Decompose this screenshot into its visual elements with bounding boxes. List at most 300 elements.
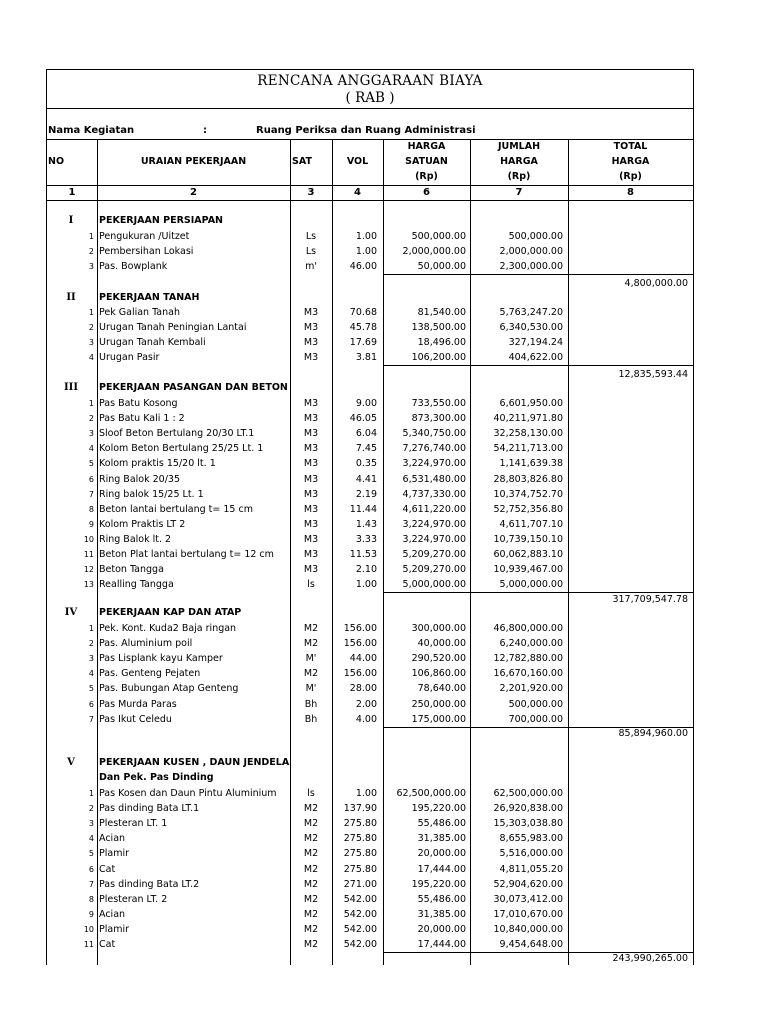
item-number: 13 [83, 580, 94, 589]
item-amount: 2,300,000.00 [499, 261, 563, 272]
table-row [47, 441, 693, 456]
document-title: RENCANA ANGGARAAN BIAYA [257, 73, 483, 89]
item-description: Pas Batu Kosong [99, 398, 178, 409]
item-volume: 7.45 [355, 443, 377, 454]
item-description: Acian [99, 909, 126, 920]
table-row [47, 487, 693, 502]
table-row [47, 502, 693, 517]
item-number: 3 [88, 429, 94, 438]
table-row [47, 681, 693, 696]
item-description: Pas Murda Paras [99, 699, 177, 710]
item-unit: M3 [303, 322, 319, 333]
item-volume: 275.80 [343, 864, 377, 875]
item-volume: 1.43 [355, 519, 377, 530]
item-number: 6 [88, 700, 94, 709]
item-amount: 16,670,160.00 [493, 668, 563, 679]
item-unit-price: 175,000.00 [411, 714, 466, 725]
item-amount: 10,374,752.70 [493, 489, 563, 500]
item-description: Pas. Bubungan Atap Genteng [99, 683, 239, 694]
item-unit-price: 5,209,270.00 [402, 549, 466, 560]
table-row [47, 862, 693, 877]
title-divider [47, 108, 693, 109]
table-row [47, 831, 693, 846]
item-unit: M2 [303, 879, 319, 890]
item-unit-price: 40,000.00 [417, 638, 466, 649]
table-row [47, 532, 693, 547]
item-unit: M3 [303, 534, 319, 545]
table-row [47, 712, 693, 727]
item-number: 10 [83, 925, 94, 934]
item-unit-price: 55,486.00 [417, 894, 466, 905]
item-volume: 156.00 [343, 623, 377, 634]
item-description: Acian [99, 833, 126, 844]
table-row [47, 517, 693, 532]
item-number: 2 [88, 323, 94, 332]
item-unit: M2 [303, 864, 319, 875]
item-unit: Ls [305, 231, 317, 242]
item-volume: 1.00 [355, 246, 377, 257]
section-roman-numeral: V [67, 757, 75, 768]
item-unit-price: 5,340,750.00 [402, 428, 466, 439]
table-row [47, 801, 693, 816]
item-description: Ring Balok lt. 2 [99, 534, 172, 545]
colnum-7: 7 [515, 187, 523, 198]
item-volume: 542.00 [343, 894, 377, 905]
item-amount: 30,073,412.00 [493, 894, 563, 905]
item-number: 6 [88, 475, 94, 484]
item-unit-price: 3,224,970.00 [402, 458, 466, 469]
item-volume: 275.80 [343, 848, 377, 859]
table-row [47, 472, 693, 487]
table-row [47, 426, 693, 441]
item-amount: 327,194.24 [508, 337, 563, 348]
item-unit: M2 [303, 909, 319, 920]
item-unit-price: 78,640.00 [417, 683, 466, 694]
table-row [47, 937, 693, 952]
item-amount: 10,739,150.10 [493, 534, 563, 545]
item-volume: 0.35 [355, 458, 377, 469]
item-volume: 156.00 [343, 638, 377, 649]
item-description: Pembersihan Lokasi [99, 246, 194, 257]
item-unit: M3 [303, 413, 319, 424]
item-description: Pas Lisplank kayu Kamper [99, 653, 223, 664]
item-number: 2 [88, 804, 94, 813]
item-unit: Bh [304, 714, 318, 725]
item-amount: 6,240,000.00 [499, 638, 563, 649]
item-amount: 2,201,920.00 [499, 683, 563, 694]
item-unit-price: 3,224,970.00 [402, 519, 466, 530]
item-unit: m' [305, 261, 317, 272]
item-unit: M2 [303, 924, 319, 935]
item-unit-price: 250,000.00 [411, 699, 466, 710]
item-unit: M2 [303, 848, 319, 859]
section-roman-numeral: II [66, 292, 76, 303]
kegiatan-label: Nama Kegiatan [48, 125, 135, 136]
section-subtitle: Dan Pek. Pas Dinding [99, 772, 214, 783]
item-unit: M3 [303, 458, 319, 469]
item-number: 10 [83, 535, 94, 544]
item-number: 7 [88, 715, 94, 724]
table-row [47, 456, 693, 471]
item-unit-price: 4,737,330.00 [402, 489, 466, 500]
item-number: 2 [88, 414, 94, 423]
table-row [47, 786, 693, 801]
kegiatan-value: Ruang Periksa dan Ruang Administrasi [256, 125, 476, 136]
colnum-4: 4 [354, 187, 361, 198]
item-volume: 3.33 [355, 534, 377, 545]
item-number: 3 [88, 262, 94, 271]
header-harga-satuan: HARGA SATUAN (Rp) [405, 141, 448, 182]
item-amount: 40,211,971.80 [493, 413, 563, 424]
item-number: 11 [83, 550, 94, 559]
item-number: 5 [88, 684, 94, 693]
colnum-bottom-line [47, 200, 693, 201]
table-row [47, 666, 693, 681]
table-row [47, 259, 693, 274]
item-unit-price: 138,500.00 [411, 322, 466, 333]
header-uraian: URAIAN PEKERJAAN [140, 156, 247, 167]
item-amount: 17,010,670.00 [493, 909, 563, 920]
item-volume: 271.00 [343, 879, 377, 890]
item-volume: 46.00 [349, 261, 377, 272]
item-unit: ls [307, 788, 315, 799]
item-unit: M3 [303, 398, 319, 409]
item-volume: 1.00 [355, 579, 377, 590]
item-unit-price: 7,276,740.00 [402, 443, 466, 454]
table-row [47, 697, 693, 712]
item-volume: 9.00 [355, 398, 377, 409]
kegiatan-colon: : [203, 125, 207, 136]
item-unit: M3 [303, 504, 319, 515]
section-header-row [47, 213, 693, 228]
item-description: Pas. Aluminium poil [99, 638, 193, 649]
section-header-row [47, 605, 693, 620]
header-vol: VOL [346, 156, 369, 167]
section-total: 317,709,547.78 [612, 594, 688, 605]
table-row [47, 651, 693, 666]
section-title: PEKERJAAN KUSEN , DAUN JENDELA [99, 757, 290, 768]
table-row [47, 396, 693, 411]
item-description: Ring Balok 20/35 [99, 474, 181, 485]
item-description: Sloof Beton Bertulang 20/30 LT.1 [99, 428, 255, 439]
item-number: 7 [88, 880, 94, 889]
item-unit: M3 [303, 474, 319, 485]
section-total-row [47, 726, 693, 741]
item-unit: M3 [303, 352, 319, 363]
item-amount: 52,904,620.00 [493, 879, 563, 890]
item-amount: 4,611,707.10 [499, 519, 563, 530]
colnum-8: 8 [627, 187, 634, 198]
item-description: Ring balok 15/25 Lt. 1 [99, 489, 204, 500]
item-description: Pas dinding Bata LT.1 [99, 803, 200, 814]
item-number: 9 [88, 910, 94, 919]
item-number: 1 [88, 232, 94, 241]
item-unit: M3 [303, 549, 319, 560]
item-amount: 2,000,000.00 [499, 246, 563, 257]
item-unit-price: 17,444.00 [417, 864, 466, 875]
item-description: Urugan Tanah Kembali [99, 337, 206, 348]
item-unit-price: 50,000.00 [417, 261, 466, 272]
item-number: 9 [88, 520, 94, 529]
colnum-2: 2 [190, 187, 197, 198]
item-volume: 542.00 [343, 939, 377, 950]
item-unit-price: 18,496.00 [417, 337, 466, 348]
item-amount: 10,840,000.00 [493, 924, 563, 935]
item-unit-price: 5,000,000.00 [402, 579, 466, 590]
table-row [47, 350, 693, 365]
item-volume: 1.00 [355, 231, 377, 242]
section-total-row [47, 951, 693, 966]
section-header-row [47, 290, 693, 305]
item-amount: 500,000.00 [508, 231, 563, 242]
item-unit-price: 17,444.00 [417, 939, 466, 950]
item-number: 5 [88, 459, 94, 468]
item-number: 3 [88, 819, 94, 828]
item-amount: 28,803,826.80 [493, 474, 563, 485]
item-description: Pas Ikut Celedu [99, 714, 172, 725]
item-unit-price: 290,520.00 [411, 653, 466, 664]
item-unit-price: 4,611,220.00 [402, 504, 466, 515]
item-number: 4 [88, 353, 94, 362]
item-unit: M2 [303, 623, 319, 634]
item-number: 1 [88, 308, 94, 317]
item-number: 7 [88, 490, 94, 499]
item-volume: 2.10 [355, 564, 377, 575]
item-unit: M3 [303, 564, 319, 575]
rab-sheet [46, 69, 694, 965]
item-amount: 12,782,880.00 [493, 653, 563, 664]
table-row [47, 922, 693, 937]
item-amount: 5,516,000.00 [499, 848, 563, 859]
item-unit-price: 81,540.00 [417, 307, 466, 318]
item-amount: 8,655,983.00 [499, 833, 563, 844]
item-unit-price: 31,385.00 [417, 909, 466, 920]
item-volume: 17.69 [349, 337, 377, 348]
item-unit: M3 [303, 519, 319, 530]
header-sat: SAT [292, 156, 312, 167]
item-unit-price: 300,000.00 [411, 623, 466, 634]
document-subtitle: ( RAB ) [345, 90, 395, 106]
item-volume: 4.00 [355, 714, 377, 725]
item-unit: M2 [303, 833, 319, 844]
table-row [47, 320, 693, 335]
item-number: 11 [83, 940, 94, 949]
item-description: Realling Tangga [99, 579, 174, 590]
item-volume: 2.19 [355, 489, 377, 500]
item-volume: 46.05 [349, 413, 377, 424]
item-volume: 542.00 [343, 909, 377, 920]
item-number: 1 [88, 399, 94, 408]
item-amount: 60,062,883.10 [493, 549, 563, 560]
item-description: Cat [99, 864, 116, 875]
item-unit-price: 106,860.00 [411, 668, 466, 679]
item-amount: 15,303,038.80 [493, 818, 563, 829]
item-unit: M2 [303, 818, 319, 829]
section-title: PEKERJAAN PASANGAN DAN BETON [99, 382, 288, 393]
item-volume: 6.04 [355, 428, 377, 439]
item-amount: 5,000,000.00 [499, 579, 563, 590]
item-amount: 46,800,000.00 [493, 623, 563, 634]
table-row [47, 877, 693, 892]
item-amount: 52,752,356.80 [493, 504, 563, 515]
item-amount: 54,211,713.00 [493, 443, 563, 454]
section-title: PEKERJAAN KAP DAN ATAP [99, 607, 242, 618]
section-total: 243,990,265.00 [612, 953, 688, 964]
item-amount: 9,454,648.00 [499, 939, 563, 950]
item-unit-price: 733,550.00 [411, 398, 466, 409]
item-unit: M' [305, 683, 317, 694]
item-description: Pek Galian Tanah [99, 307, 180, 318]
table-row [47, 335, 693, 350]
item-amount: 4,811,055.20 [499, 864, 563, 875]
item-amount: 500,000.00 [508, 699, 563, 710]
item-unit: M3 [303, 337, 319, 348]
item-number: 4 [88, 834, 94, 843]
item-unit-price: 873,300.00 [411, 413, 466, 424]
item-amount: 32,258,130.00 [493, 428, 563, 439]
item-unit: ls [307, 579, 315, 590]
item-unit: M3 [303, 489, 319, 500]
table-row [47, 305, 693, 320]
item-number: 5 [88, 849, 94, 858]
item-volume: 45.78 [349, 322, 377, 333]
section-subtotal-line [383, 365, 693, 366]
item-number: 8 [88, 895, 94, 904]
item-volume: 275.80 [343, 833, 377, 844]
item-volume: 542.00 [343, 924, 377, 935]
item-unit: M3 [303, 307, 319, 318]
item-number: 1 [88, 624, 94, 633]
item-volume: 3.81 [355, 352, 377, 363]
item-unit: M2 [303, 939, 319, 950]
item-unit: M' [305, 653, 317, 664]
item-description: Pas Batu Kali 1 : 2 [99, 413, 185, 424]
item-unit: M2 [303, 894, 319, 905]
colnum-6: 6 [423, 187, 430, 198]
item-unit-price: 5,209,270.00 [402, 564, 466, 575]
section-header-row [47, 380, 693, 395]
item-volume: 156.00 [343, 668, 377, 679]
item-unit-price: 20,000.00 [417, 848, 466, 859]
table-row [47, 621, 693, 636]
item-number: 4 [88, 669, 94, 678]
item-description: Pengukuran /Uitzet [99, 231, 190, 242]
item-description: Plesteran LT. 1 [99, 818, 168, 829]
item-unit-price: 195,220.00 [411, 803, 466, 814]
item-description: Pas Kosen dan Daun Pintu Aluminium [99, 788, 277, 799]
item-amount: 5,763,247.20 [499, 307, 563, 318]
section-total-row [47, 276, 693, 291]
table-row [47, 229, 693, 244]
item-unit-price: 2,000,000.00 [402, 246, 466, 257]
item-unit: Ls [305, 246, 317, 257]
item-amount: 700,000.00 [508, 714, 563, 725]
item-number: 12 [83, 565, 94, 574]
item-description: Beton Plat lantai bertulang t= 12 cm [99, 549, 274, 560]
table-row [47, 636, 693, 651]
section-subtitle-row [47, 770, 693, 785]
item-amount: 6,340,530.00 [499, 322, 563, 333]
item-volume: 70.68 [349, 307, 377, 318]
table-row [47, 547, 693, 562]
item-unit-price: 62,500,000.00 [396, 788, 466, 799]
section-total: 4,800,000.00 [624, 278, 688, 289]
item-unit-price: 31,385.00 [417, 833, 466, 844]
item-unit: Bh [304, 699, 318, 710]
item-amount: 26,920,838.00 [493, 803, 563, 814]
item-description: Beton lantai bertulang t= 15 cm [99, 504, 253, 515]
item-amount: 6,601,950.00 [499, 398, 563, 409]
section-title: PEKERJAAN PERSIAPAN [99, 215, 224, 226]
header-no: NO [48, 156, 65, 167]
item-volume: 275.80 [343, 818, 377, 829]
item-unit: M2 [303, 803, 319, 814]
section-roman-numeral: IV [64, 607, 78, 618]
item-unit: M2 [303, 638, 319, 649]
section-subtotal-line [383, 274, 693, 275]
item-volume: 4.41 [355, 474, 377, 485]
item-volume: 137.90 [343, 803, 377, 814]
section-total: 12,835,593.44 [618, 369, 688, 380]
item-unit: M2 [303, 668, 319, 679]
item-description: Plesteran LT. 2 [99, 894, 168, 905]
colnum-1: 1 [68, 187, 76, 198]
item-description: Urugan Pasir [99, 352, 160, 363]
item-unit: M3 [303, 443, 319, 454]
item-number: 1 [88, 789, 94, 798]
table-row [47, 892, 693, 907]
item-description: Cat [99, 939, 116, 950]
item-amount: 404,622.00 [508, 352, 563, 363]
table-row [47, 411, 693, 426]
item-description: Pas. Genteng Pejaten [99, 668, 201, 679]
item-number: 2 [88, 639, 94, 648]
item-description: Pek. Kont. Kuda2 Baja ringan [99, 623, 237, 634]
section-roman-numeral: I [68, 215, 74, 226]
item-volume: 44.00 [349, 653, 377, 664]
item-number: 3 [88, 654, 94, 663]
table-row [47, 562, 693, 577]
item-unit-price: 500,000.00 [411, 231, 466, 242]
item-unit-price: 20,000.00 [417, 924, 466, 935]
table-row [47, 577, 693, 592]
item-unit-price: 6,531,480.00 [402, 474, 466, 485]
table-row [47, 846, 693, 861]
table-row [47, 907, 693, 922]
item-unit-price: 195,220.00 [411, 879, 466, 890]
colnum-3: 3 [307, 187, 315, 198]
item-volume: 2.00 [355, 699, 377, 710]
item-volume: 11.53 [349, 549, 377, 560]
item-description: Kolom praktis 15/20 lt. 1 [99, 458, 216, 469]
section-total: 85,894,960.00 [618, 728, 688, 739]
section-title: PEKERJAAN TANAH [99, 292, 200, 303]
item-amount: 10,939,467.00 [493, 564, 563, 575]
header-jumlah-harga: JUMLAH HARGA (Rp) [497, 141, 541, 182]
item-number: 4 [88, 444, 94, 453]
item-volume: 1.00 [355, 788, 377, 799]
item-unit-price: 3,224,970.00 [402, 534, 466, 545]
item-description: Plamir [99, 924, 129, 935]
item-number: 2 [88, 247, 94, 256]
item-number: 3 [88, 338, 94, 347]
table-row [47, 816, 693, 831]
section-roman-numeral: III [63, 382, 79, 393]
item-unit-price: 55,486.00 [417, 818, 466, 829]
item-description: Kolom Praktis LT 2 [99, 519, 186, 530]
item-description: Pas. Bowplank [99, 261, 168, 272]
item-volume: 11.44 [349, 504, 377, 515]
